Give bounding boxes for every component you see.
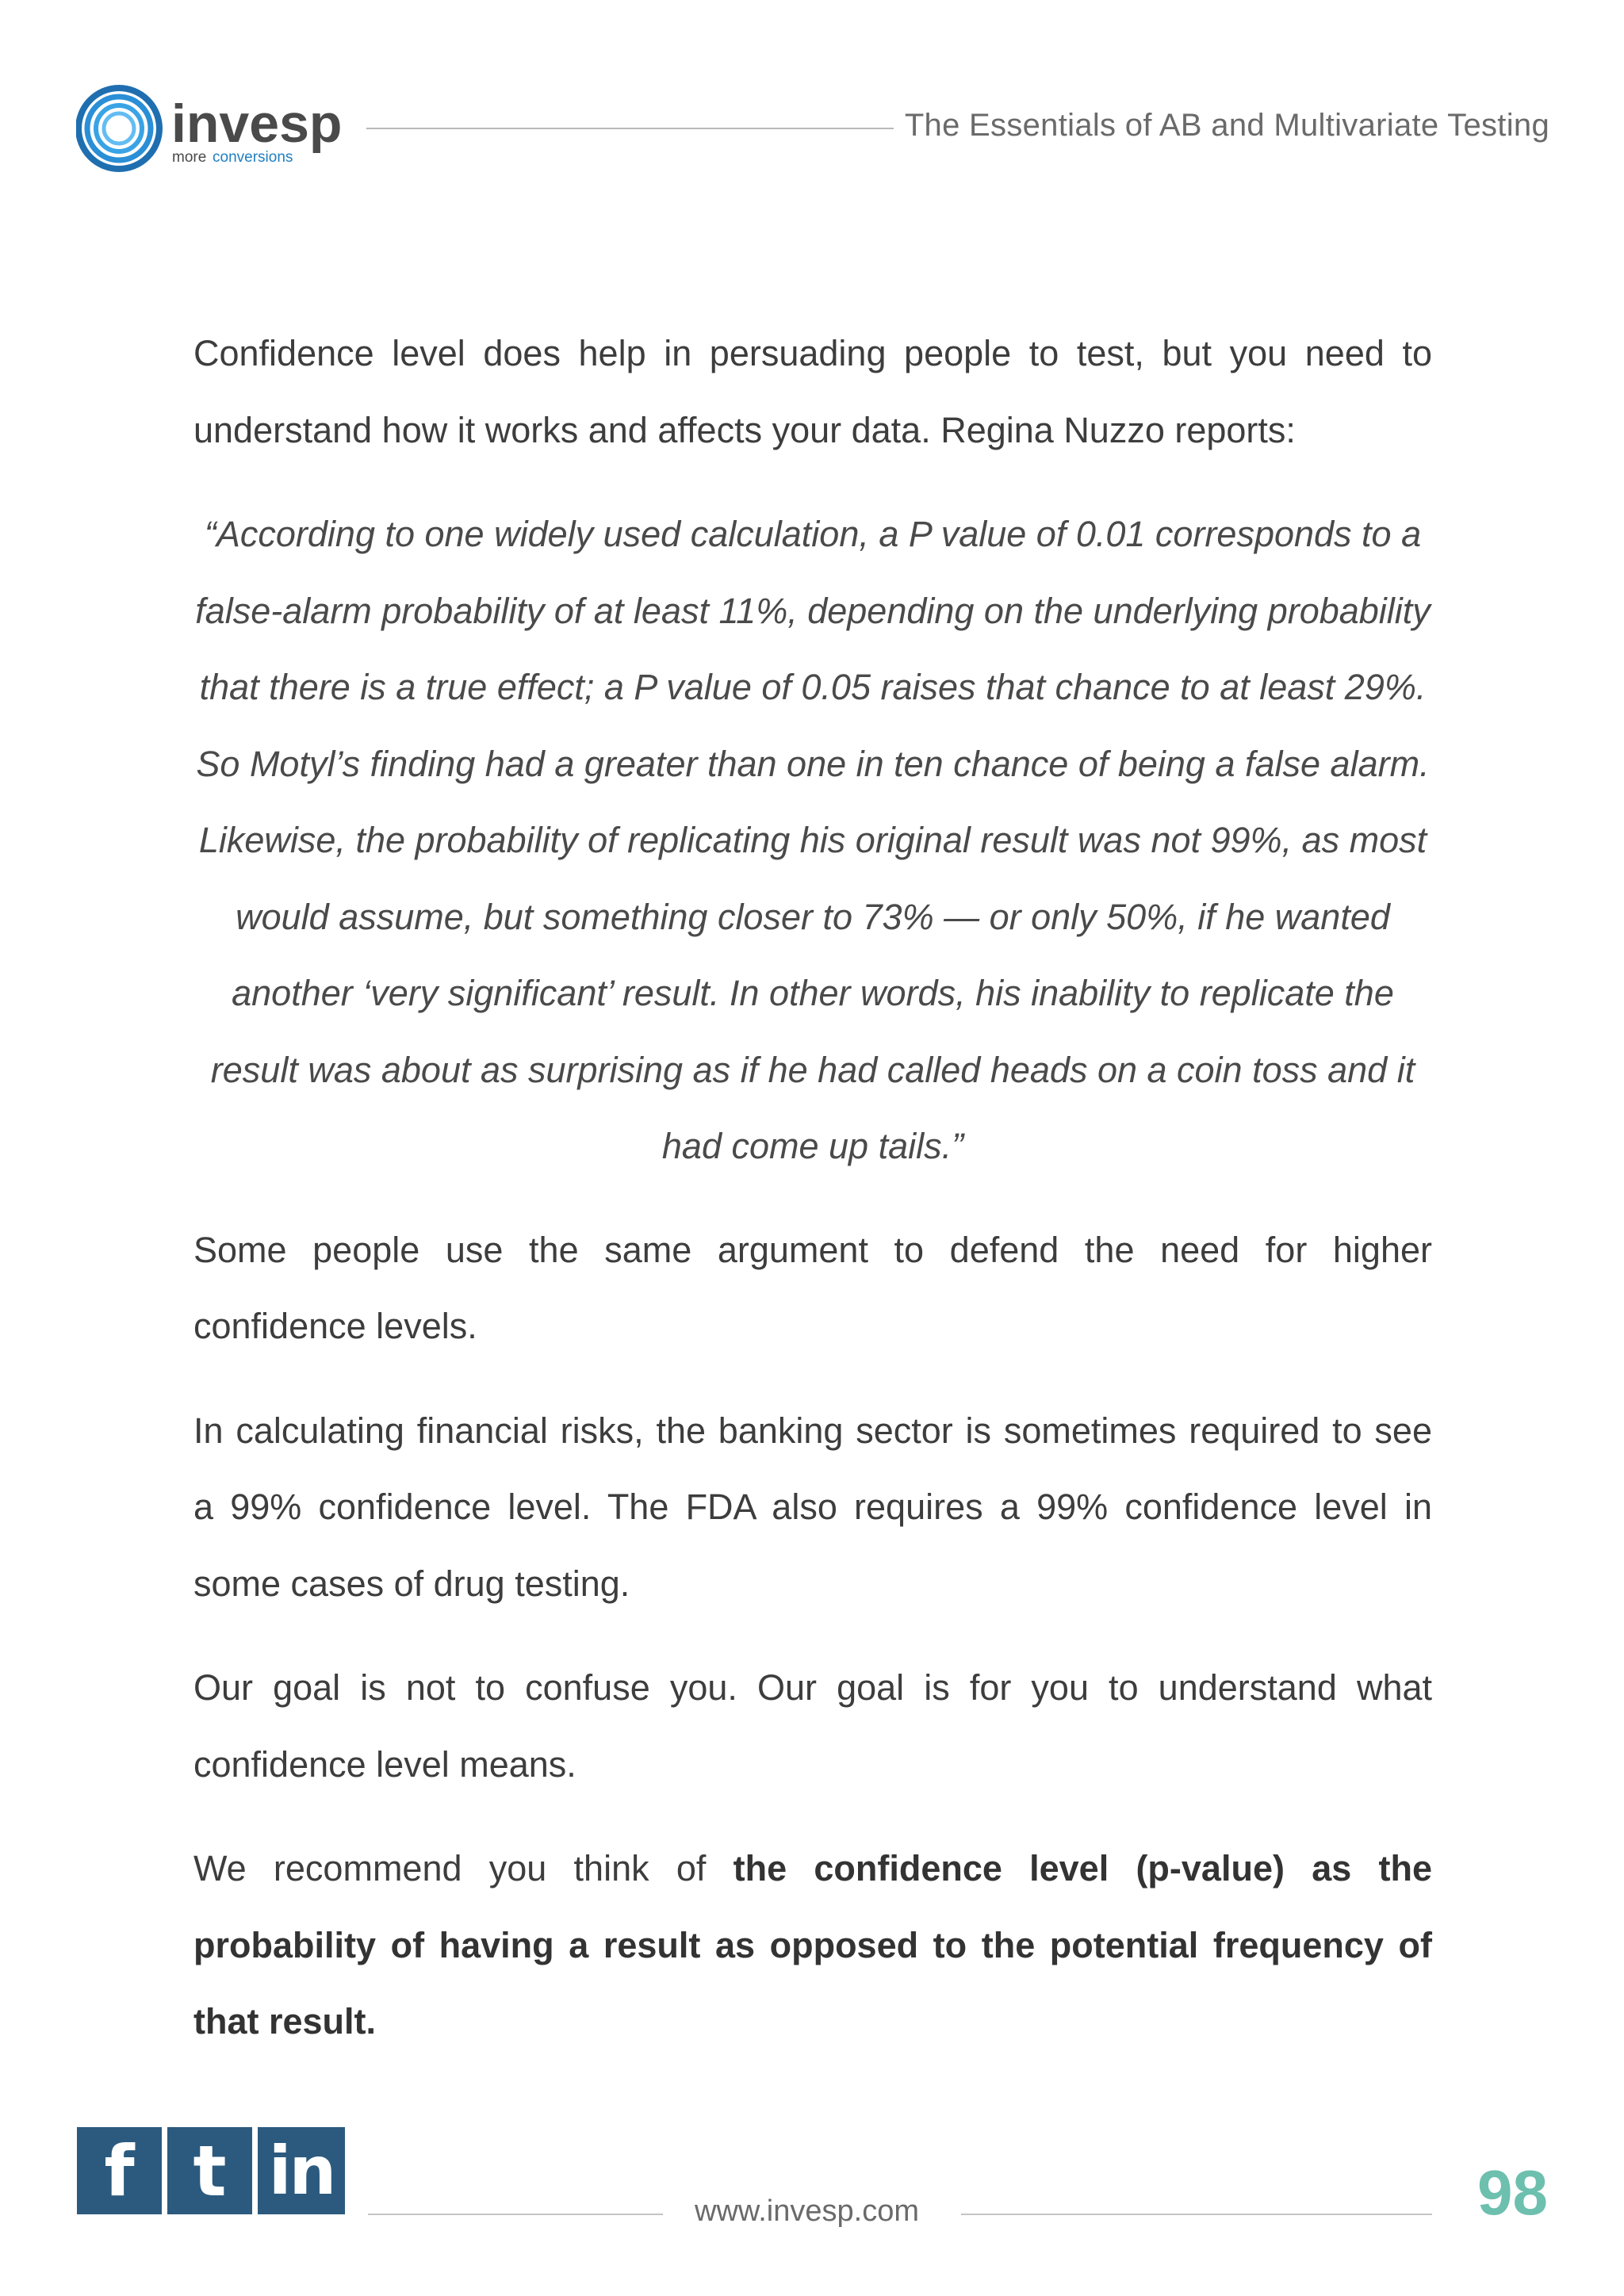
page-number: 98 xyxy=(1477,2157,1548,2228)
facebook-button[interactable] xyxy=(77,2127,162,2214)
logo-graphic xyxy=(76,82,346,178)
logo-tagline-more: more xyxy=(172,149,207,166)
footer-divider-right xyxy=(961,2214,1432,2215)
recommendation-intro: We recommend you think of xyxy=(193,1848,733,1888)
linkedin-icon: in xyxy=(268,2132,335,2210)
paragraph-banking: In calculating financial risks, the banking sector is sometimes required to see a 99% confidence level. The FDA also requires a 99% confidence level in some cases of drug testing. xyxy=(193,1410,1432,1604)
logo-brand-text: invesp xyxy=(171,94,343,154)
footer-divider-left xyxy=(368,2214,663,2215)
social-share-bar xyxy=(77,2127,345,2214)
paragraph-higher-confidence: Some people use the same argument to defend the need for higher confidence levels. xyxy=(193,1229,1432,1346)
logo-tagline-conversions: conversions xyxy=(213,149,293,166)
recommendation-emphasis: the confidence level (p-value) as the probability of having a result as opposed to the potential frequency of that result. xyxy=(193,1848,1432,2042)
facebook-icon: f xyxy=(104,2130,135,2212)
linkedin-button[interactable] xyxy=(258,2127,345,2214)
paragraph-intro: Confidence level does help in persuading people to test, but you need to understand how it works and affects your data. Regina Nuzzo reports: xyxy=(193,333,1432,450)
paragraph-goal: Our goal is not to confuse you. Our goal is for you to understand what confidence level means. xyxy=(193,1667,1432,1785)
header-divider xyxy=(366,128,894,129)
footer-website-link[interactable]: www.invesp.com xyxy=(695,2195,919,2228)
twitter-button[interactable] xyxy=(167,2127,252,2214)
twitter-icon: t xyxy=(193,2130,227,2212)
document-title: The Essentials of AB and Multivariate Testing xyxy=(904,108,1549,143)
paragraph-recommendation xyxy=(193,1831,1432,2061)
main-content xyxy=(193,316,1432,2088)
block-quote: “According to one widely used calculation, a P value of 0.01 corresponds to a false-alarm probability of at least 11%, depending on the underlying probability that there is a true effect; a P value of 0.05 raises that chance to at least 29%. So Motyl’s finding had a greater than one in ten chance of being a false alarm. Likewise, the probability of replicating his original result was not 99%, as most would assume, but something closer to 73% — or only 50%, if he wanted another ‘very significant’ result. In other words, his inability to replicate the result was about as surprising as if he had called heads on a coin toss and it had come up tails.” xyxy=(195,514,1431,1166)
invesp-logo[interactable] xyxy=(76,82,346,178)
